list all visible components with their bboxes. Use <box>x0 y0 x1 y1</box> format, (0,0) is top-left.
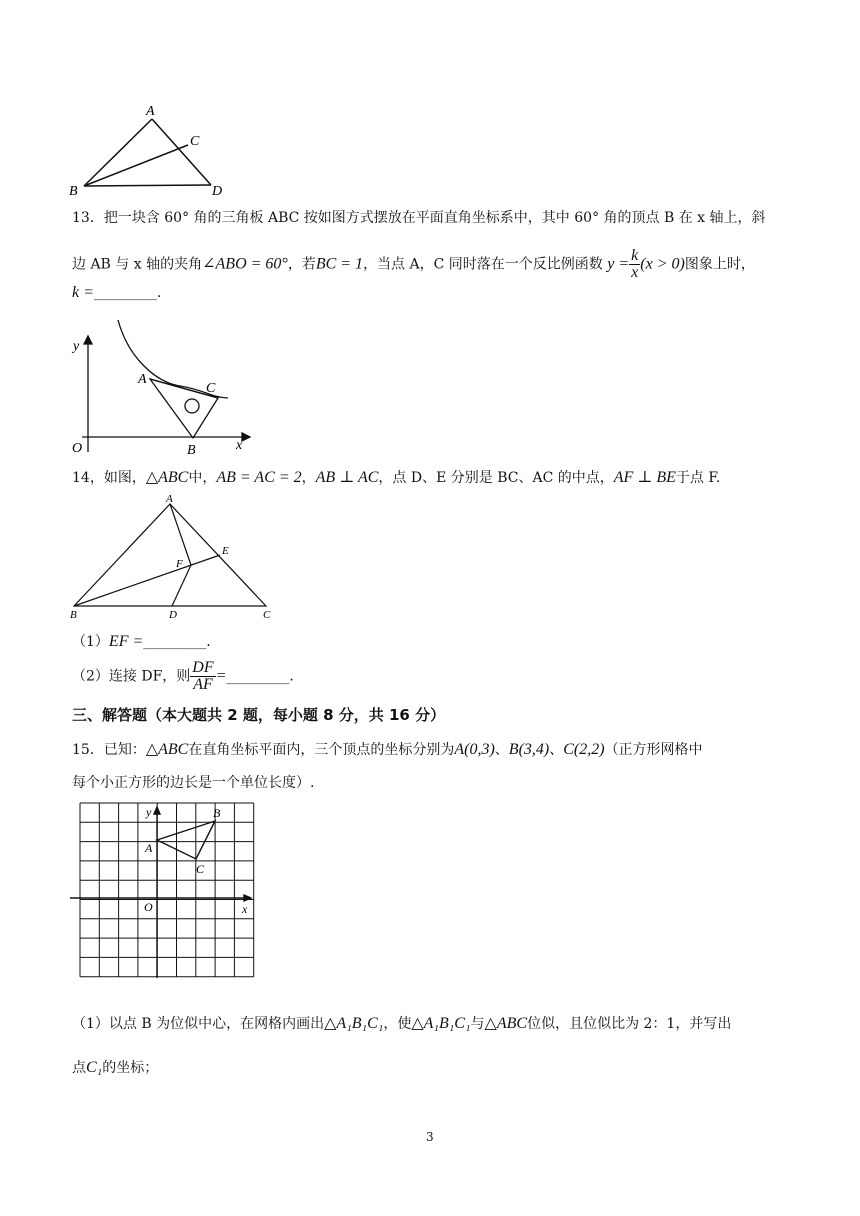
q15-text-b: 在直角坐标平面内，三个顶点的坐标分别为 <box>188 742 455 758</box>
label-a: A <box>145 841 153 855</box>
label-f: F <box>176 558 183 570</box>
q15-sep2: 、 <box>549 742 564 758</box>
q13-answer-label: k = <box>72 284 94 301</box>
section3-heading: 三、解答题（本大题共 2 题，每小题 8 分，共 16 分） <box>72 706 446 724</box>
triangle-abc <box>74 504 266 606</box>
q13-answer-line <box>72 283 161 303</box>
q13-line2 <box>72 248 755 281</box>
q15-tri: △ABC <box>145 741 189 758</box>
x-axis-arrow <box>242 433 250 441</box>
q13-text-b: ，若 <box>287 256 316 273</box>
x-axis-arrow <box>244 895 251 901</box>
q14-sep1: ， <box>301 470 316 486</box>
q13-func-num: k <box>631 247 639 264</box>
q14-sub1-end: . <box>206 634 211 650</box>
q14-text-b: 中， <box>188 470 217 486</box>
y-axis-arrow <box>154 807 160 814</box>
segment-ab <box>84 119 152 186</box>
label-c: C <box>206 381 216 396</box>
label-c: C <box>263 609 271 621</box>
q15-sub1-text-b: ，使 <box>383 1016 412 1032</box>
q15-sub1-tri3: △ABC <box>484 1015 528 1032</box>
label-b: B <box>69 184 78 199</box>
q13-answer-end: . <box>156 285 162 301</box>
segment-bc <box>84 145 188 186</box>
q15-text-a: 15．已知： <box>72 742 146 758</box>
label-c: C <box>190 134 200 149</box>
q15-sep1: 、 <box>494 742 509 758</box>
label-o: O <box>144 900 153 914</box>
q15-sub1-line2 <box>72 1058 158 1078</box>
q14-sub1-label: （1） <box>72 634 109 650</box>
q13-bc: BC = 1 <box>315 255 364 273</box>
label-x: x <box>242 902 248 916</box>
q14-eq1: AB = AC = 2 <box>216 469 302 486</box>
q13-func-cond: (x > 0) <box>640 255 685 273</box>
q14-sub2-eq: = <box>215 667 227 685</box>
segment-bd <box>84 185 211 186</box>
label-a: A <box>166 493 173 505</box>
label-b: B <box>213 806 221 820</box>
q14-perp1: AB ⊥ AC <box>315 469 379 486</box>
label-a: A <box>138 372 147 387</box>
q15-sub1-text-d: 位似，且位似比为 2：1，并写出 <box>527 1016 732 1032</box>
q14-sub2-blank[interactable]: _________ <box>226 668 290 685</box>
label-x: x <box>236 438 243 453</box>
grid-lines <box>80 803 254 977</box>
q13-func-den: x <box>631 264 639 281</box>
segment-af <box>170 504 191 565</box>
label-c: C <box>196 862 205 876</box>
segment-ad <box>152 119 211 185</box>
q15-line1 <box>72 740 703 760</box>
segment-be <box>74 555 220 606</box>
q14-tri: △ABC <box>145 469 189 486</box>
label-o: O <box>72 441 83 456</box>
q15-line2: 每个小正方形的边长是一个单位长度）. <box>72 775 315 791</box>
q13-line1: 13．把一块含 60° 角的三角板 ABC 按如图方式摆放在平面直角坐标系中，其中 60° 角的顶点 B 在 x 轴上，斜 <box>72 210 766 226</box>
q15-sub1-text-c: 与 <box>470 1016 485 1032</box>
q15-text-c: （正方形网格中 <box>604 742 703 758</box>
q14-sub1 <box>72 632 211 652</box>
q15-point-a: A(0,3) <box>454 741 495 758</box>
label-y: y <box>73 339 80 354</box>
label-d: D <box>212 184 223 199</box>
q14-sub2-den: AF <box>193 676 213 693</box>
q13-angle: ∠ABO = 60° <box>202 255 288 273</box>
q13-func-lhs: y = <box>607 255 630 273</box>
q14-sub1-blank[interactable]: _________ <box>143 634 207 650</box>
q14-sub2-fraction <box>190 660 215 693</box>
q15-point-b: B(3,4) <box>508 741 550 758</box>
q14-sub2-label: （2）连接 DF，则 <box>72 668 191 685</box>
triangle-hole <box>185 399 199 413</box>
q13-text-d: 图象上时， <box>684 256 755 273</box>
q14-sub2 <box>72 660 294 693</box>
q15-sub1-tri2: △A₁B₁C₁ <box>411 1015 471 1032</box>
q13-text-a: 边 AB 与 x 轴的夹角 <box>72 256 203 273</box>
y-axis-arrow <box>84 336 92 344</box>
label-b: B <box>187 443 196 458</box>
label-b: B <box>70 609 77 621</box>
q14-sub2-end: . <box>289 668 294 685</box>
label-e: E <box>222 545 229 557</box>
triangle-abc <box>157 821 215 859</box>
q14-sub1-expr: EF = <box>108 633 144 650</box>
q13-func-fraction <box>629 248 640 281</box>
q15-sub1-line1 <box>72 1014 731 1034</box>
q15-sub1-c1: C₁ <box>86 1059 103 1076</box>
q14-line1 <box>72 468 720 488</box>
q13-answer-blank[interactable]: _________ <box>93 285 157 301</box>
q13-text-c: ，当点 A，C 同时落在一个反比例函数 <box>363 256 603 273</box>
figure-q12-triangle <box>60 100 240 200</box>
page-number: 3 <box>426 1130 434 1144</box>
label-a: A <box>146 104 155 119</box>
label-d: D <box>169 609 177 621</box>
figure-q13-graph <box>60 312 260 460</box>
label-y: y <box>146 805 152 819</box>
figure-q15-grid <box>64 800 264 990</box>
q15-sub1-tri1: △A₁B₁C₁ <box>324 1015 384 1032</box>
q15-sub1-line2-b: 的坐标； <box>102 1060 159 1076</box>
q15-sub1-text-a: （1）以点 B 为位似中心，在网格内画出 <box>72 1016 325 1032</box>
q15-point-c: C(2,2) <box>563 741 605 758</box>
q14-text-d: 于点 F. <box>675 470 721 486</box>
q14-perp2: AF ⊥ BE <box>613 469 676 486</box>
q14-text-c: ，点 D、E 分别是 BC、AC 的中点， <box>378 470 614 486</box>
q14-text-a: 14，如图， <box>72 470 146 486</box>
q15-sub1-line2-a: 点 <box>72 1060 86 1076</box>
q14-sub2-num: DF <box>192 659 214 676</box>
figure-q14-triangle <box>60 492 290 624</box>
